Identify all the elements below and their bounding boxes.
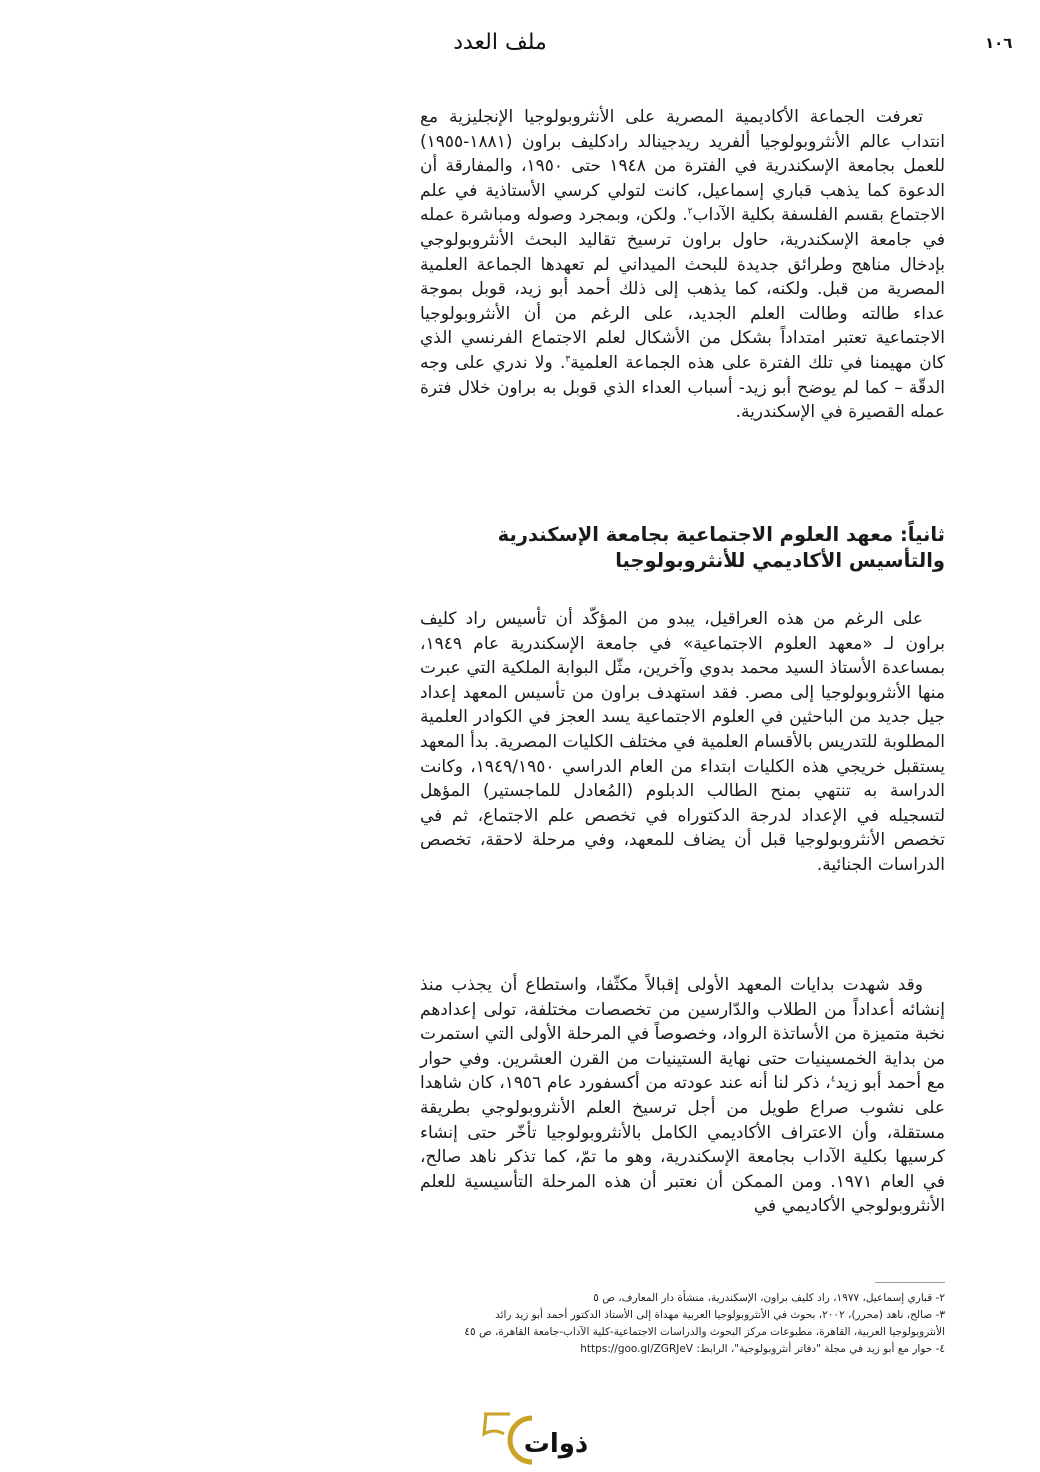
footnote-3-continued: الأنثروبولوجيا العربية، القاهرة، مطبوعات مركز البحوث والدراسات الاجتماعية-كلية الآداب-جامعة القاهرة، ص ٤٥ [464,1326,945,1338]
dhawat-50-logo-icon [470,1408,610,1468]
footnote-divider [875,1282,945,1283]
footnote-3: ٣- صالح، ناهد (محرر)، ٢٠٠٢، بحوث في الأنثروبولوجيا العربية مهداة إلى الأستاذ الدكتور أحمد أبو زيد رائد [495,1309,945,1321]
paragraph-3-part-a: وقد شهدت بدايات المعهد الأولى إقبالاً مكثّفا، واستطاع أن يجذب منذ إنشائه أعداداً من الطلاب والدّارسين من تخصصات مختلفة، تولى إعدادهم نخبة متميزة من الأساتذة الرواد، وخصوصاً في المرحلة الأولى التي استمرت من بداية الخمسينيات حتى نهاية الستينيات من القرن العشرين. وفي حوار مع أحمد أبو زيد [420,975,945,1094]
paragraph-3 [420,973,945,1219]
paragraph-1-part-c: . ولا ندري على وجه الدقّة – كما لم يوضح أبو زيد- أسباب العداء الذي قوبل به براون خلال فترة عمله القصيرة في الإسكندرية. [420,352,945,423]
paragraph-2-text: على الرغم من هذه العراقيل، يبدو من المؤكّد أن تأسيس راد كليف براون لـ «معهد العلوم الاجتماعية» في جامعة الإسكندرية عام ١٩٤٩، بمساعدة الأستاذ السيد محمد بدوي وآخرين، مثّل البوابة الملكية التي عبرت منها الأنثروبولوجيا إلى مصر. فقد استهدف براون من تأسيس المعهد إعداد جيل جديد من الباحثين في العلوم الاجتماعية يسد العجز في الكوادر العلمية المطلوبة للتدريس بالأقسام العلمية في مختلف الكليات المصرية. بدأ المعهد يستقبل خريجي هذه الكليات ابتداء من العام الدراسي ١٩٤٩/١٩٥٠، وكانت الدراسة به تنتهي بمنح الطالب الدبلوم (المُعادل للماجستير) المؤهل لتسجيله في الإعداد لدرجة الدكتوراه في تخصص علم الاجتماع، ثم في تخصص الأنثروبولوجيا قبل أن يضاف للمعهد، وفي مرحلة لاحقة، تخصص الدراسات الجنائية. [420,609,945,875]
paragraph-2 [420,607,945,878]
footnote-2: ٢- قباري إسماعيل، ١٩٧٧، راد كليف براون، الإسكندرية، منشأة دار المعارف، ص ٥ [593,1292,945,1304]
section-heading [420,522,945,574]
footnote-ref-4: ٤ [830,1074,836,1085]
paragraph-1-part-b: . ولكن، وبمجرد وصوله ومباشرة عمله في جامعة الإسكندرية، حاول براون ترسيخ تقاليد البحث الأنثروبولوجي بإدخال مناهج وطرائق جديدة للبحث الميداني لم تعهدها الجماعة العلمية المصرية من قبل. ولكنه، كما يذهب إلى ذلك أحمد أبو زيد، قوبل بموجة عداء طالته وطالت العلم الجديد، على الرغم من أن الأنثروبولوجيا الاجتماعية تعتبر امتداداً بشكل من الأشكال لعلم الاجتماع الفرنسي الذي كان مهيمنا في تلك الفترة على هذه الجماعة العلمية [420,205,945,373]
section-title: ملف العدد [453,30,547,55]
paragraph-1 [420,105,945,425]
page-number: ١٠٦ [985,34,1013,52]
footnote-4: ٤- حوار مع أبو زيد في مجلة "دفاتر أنثروبولوجية"، الرابط: https://goo.gl/ZGRJeV [580,1343,945,1355]
footnotes [420,1290,945,1358]
paragraph-1-part-a: تعرفت الجماعة الأكاديمية المصرية على الأنثروبولوجيا الإنجليزية مع انتداب عالم الأنثروبولوجيا ألفريد ريدجينالد رادكليف براون (١٨٨١-١٩٥٥) للعمل بجامعة الإسكندرية في الفترة من ١٩٤٨ حتى ١٩٥٠، والمفارقة أن الدعوة كما يذهب قباري إسماعيل، كانت لتولي كرسي الأستاذية في علم الاجتماع بقسم الفلسفة بكلية الآداب [420,107,945,226]
logo-numeral-stroke [484,1414,510,1434]
section-heading-line-2: والتأسيس الأكاديمي للأنثروبولوجيا [615,549,945,572]
logo-text: ذوات [523,1429,589,1459]
dhawat-logo [470,1408,610,1468]
footnote-ref-3: ٣ [565,354,571,365]
section-heading-line-1: ثانياً: معهد العلوم الاجتماعية بجامعة الإسكندرية [497,523,945,546]
footnote-ref-2: ٢ [687,206,693,217]
paragraph-3-part-b: ، ذكر لنا أنه عند عودته من أكسفورد عام ١٩٥٦، كان شاهدا على نشوب صراع طويل من أجل ترسيخ العلم الأنثروبولوجي بطريقة مستقلة، وأن الاعتراف الأكاديمي الكامل بالأنثروبولوجيا تأخّر حتى إنشاء كرسيها بكلية الآداب بجامعة الإسكندرية، وهو ما تمّ، كما تذكر ناهد صالح، في العام ١٩٧١. ومن الممكن أن نعتبر أن هذه المرحلة التأسيسية للعلم الأنثروبولوجي الأكاديمي في [420,1073,945,1217]
